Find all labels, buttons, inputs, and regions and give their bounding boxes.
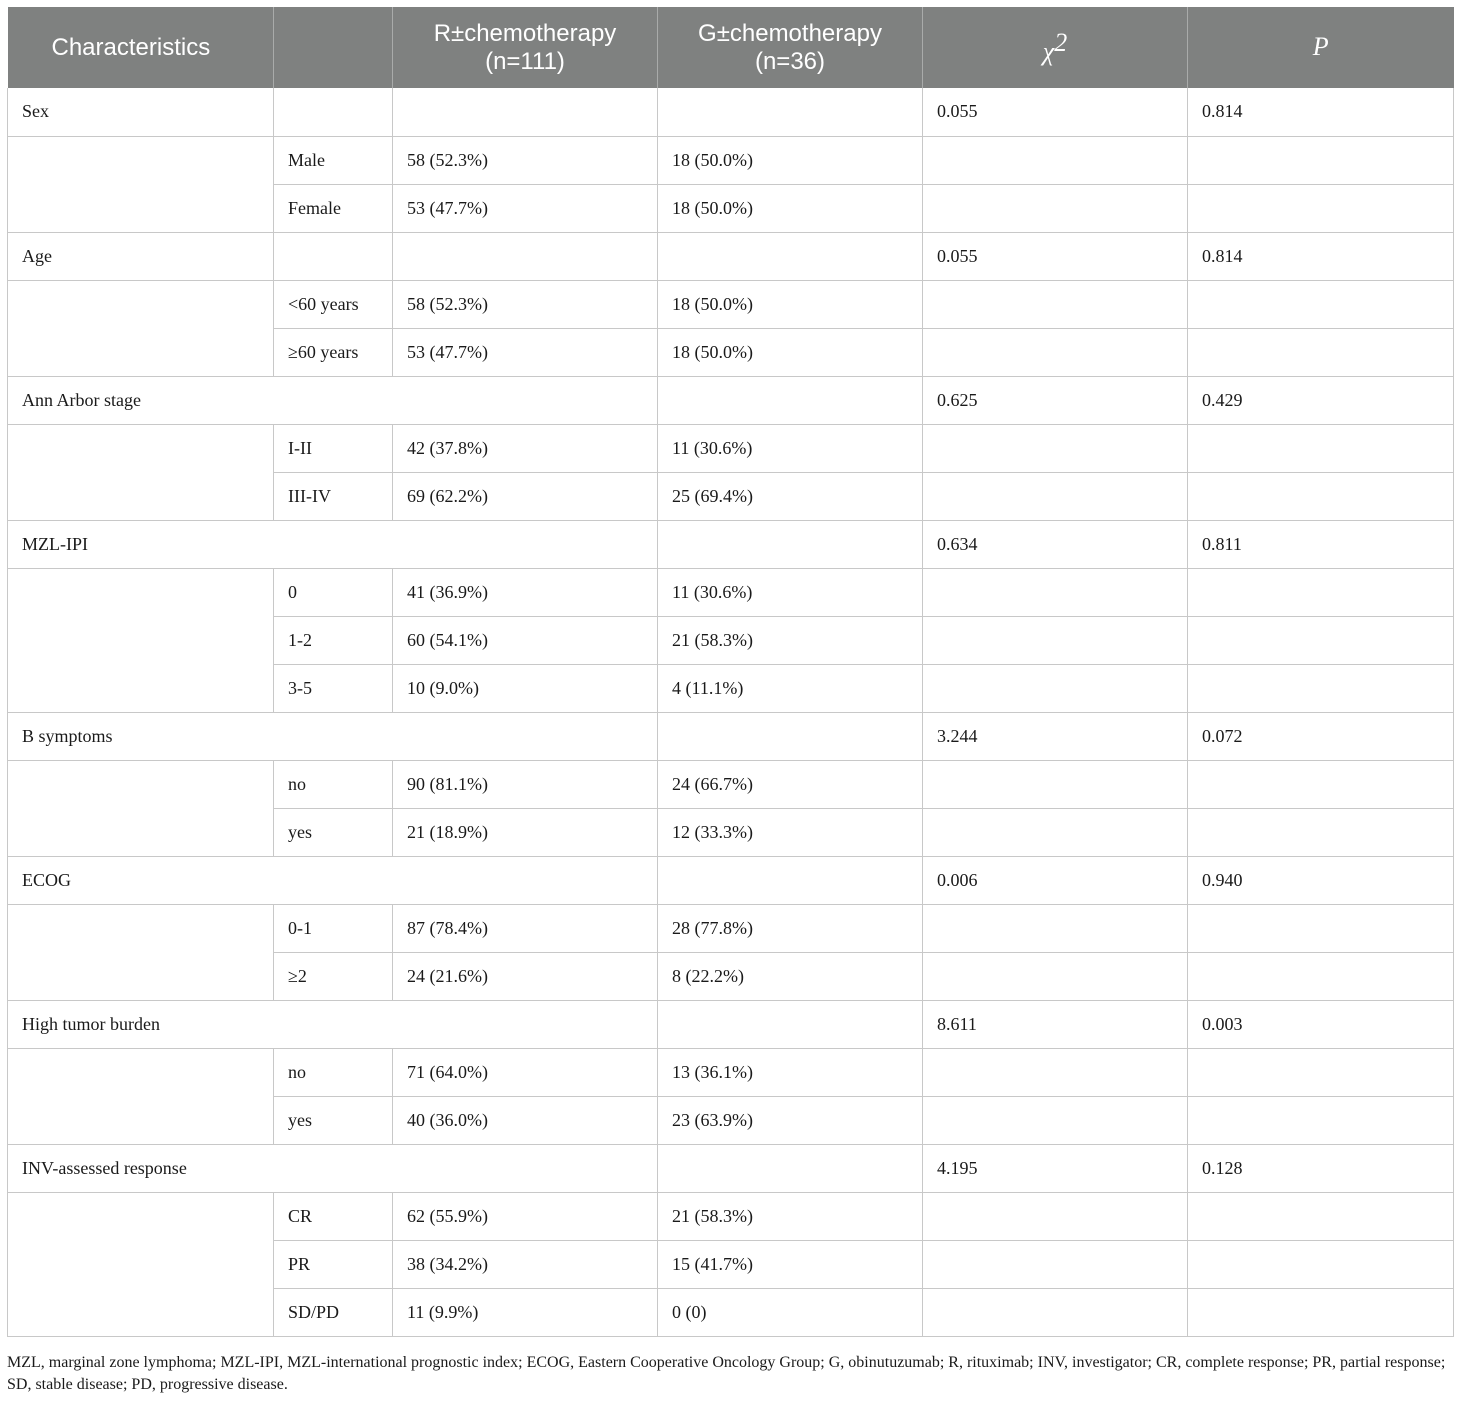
chi-square-value: 0.625 bbox=[923, 376, 1188, 424]
header-chi-symbol: χ bbox=[1042, 36, 1055, 66]
r-chemotherapy-value: 53 (47.7%) bbox=[393, 184, 658, 232]
g-chemotherapy-value: 28 (77.8%) bbox=[658, 904, 923, 952]
subgroup-label: III-IV bbox=[274, 472, 393, 520]
empty-cell bbox=[1188, 184, 1454, 232]
r-chemotherapy-value: 38 (34.2%) bbox=[393, 1240, 658, 1288]
empty-cell bbox=[923, 1240, 1188, 1288]
subgroup-label: I-II bbox=[274, 424, 393, 472]
empty-cell bbox=[658, 856, 923, 904]
table-footnote: MZL, marginal zone lymphoma; MZL-IPI, MZL-international prognostic index; ECOG, Eastern Cooperative Oncology Group; G, obinutuzumab; R, rituximab; INV, investigator; CR, complete response; PR, partial response; SD, stable disease; PD, progressive disease. bbox=[7, 1354, 1446, 1393]
empty-cell bbox=[1188, 1096, 1454, 1144]
subgroup-label: yes bbox=[274, 1096, 393, 1144]
empty-cell bbox=[1188, 328, 1454, 376]
p-value: 0.940 bbox=[1188, 856, 1454, 904]
subgroup-label: 0 bbox=[274, 568, 393, 616]
r-chemotherapy-value: 71 (64.0%) bbox=[393, 1048, 658, 1096]
chi-square-value: 0.006 bbox=[923, 856, 1188, 904]
group-label: Age bbox=[8, 232, 274, 280]
empty-cell bbox=[923, 808, 1188, 856]
group-spacer-cell bbox=[8, 760, 274, 856]
group-spacer-cell bbox=[8, 280, 274, 376]
table-row bbox=[8, 1192, 1454, 1240]
empty-cell bbox=[1188, 1192, 1454, 1240]
g-chemotherapy-value: 4 (11.1%) bbox=[658, 664, 923, 712]
group-label: Sex bbox=[8, 88, 274, 136]
group-header-row bbox=[8, 88, 1454, 136]
r-chemotherapy-value: 69 (62.2%) bbox=[393, 472, 658, 520]
header-subgroup bbox=[274, 7, 393, 88]
r-chemotherapy-value: 58 (52.3%) bbox=[393, 280, 658, 328]
table-row bbox=[8, 760, 1454, 808]
group-header-row bbox=[8, 856, 1454, 904]
empty-cell bbox=[1188, 952, 1454, 1000]
table-row bbox=[8, 280, 1454, 328]
subgroup-label: 3-5 bbox=[274, 664, 393, 712]
p-value: 0.072 bbox=[1188, 712, 1454, 760]
group-header-row bbox=[8, 520, 1454, 568]
group-header-row bbox=[8, 376, 1454, 424]
empty-cell bbox=[1188, 904, 1454, 952]
g-chemotherapy-value: 23 (63.9%) bbox=[658, 1096, 923, 1144]
group-header-row bbox=[8, 712, 1454, 760]
group-label: B symptoms bbox=[8, 712, 658, 760]
empty-cell bbox=[1188, 280, 1454, 328]
empty-cell bbox=[1188, 616, 1454, 664]
p-value: 0.811 bbox=[1188, 520, 1454, 568]
table-row bbox=[8, 568, 1454, 616]
p-value: 0.814 bbox=[1188, 88, 1454, 136]
g-chemotherapy-value: 21 (58.3%) bbox=[658, 616, 923, 664]
empty-cell bbox=[658, 1144, 923, 1192]
empty-cell bbox=[393, 232, 658, 280]
header-g-line2: (n=36) bbox=[754, 47, 826, 75]
chi-square-value: 0.634 bbox=[923, 520, 1188, 568]
group-label: INV-assessed response bbox=[8, 1144, 658, 1192]
subgroup-label: ≥60 years bbox=[274, 328, 393, 376]
empty-cell bbox=[658, 232, 923, 280]
empty-cell bbox=[923, 328, 1188, 376]
r-chemotherapy-value: 40 (36.0%) bbox=[393, 1096, 658, 1144]
chi-square-value: 0.055 bbox=[923, 88, 1188, 136]
g-chemotherapy-value: 24 (66.7%) bbox=[658, 760, 923, 808]
header-chi-square bbox=[923, 7, 1188, 88]
empty-cell bbox=[1188, 1048, 1454, 1096]
subgroup-label: no bbox=[274, 760, 393, 808]
group-header-row bbox=[8, 1144, 1454, 1192]
empty-cell bbox=[923, 904, 1188, 952]
p-value: 0.814 bbox=[1188, 232, 1454, 280]
empty-cell bbox=[923, 280, 1188, 328]
header-r-line1: R±chemotherapy bbox=[433, 19, 617, 47]
empty-cell bbox=[923, 1192, 1188, 1240]
chi-square-value: 0.055 bbox=[923, 232, 1188, 280]
group-header-row bbox=[8, 232, 1454, 280]
empty-cell bbox=[923, 616, 1188, 664]
g-chemotherapy-value: 21 (58.3%) bbox=[658, 1192, 923, 1240]
g-chemotherapy-value: 13 (36.1%) bbox=[658, 1048, 923, 1096]
group-spacer-cell bbox=[8, 904, 274, 1000]
p-value: 0.429 bbox=[1188, 376, 1454, 424]
chi-square-value: 4.195 bbox=[923, 1144, 1188, 1192]
g-chemotherapy-value: 18 (50.0%) bbox=[658, 184, 923, 232]
r-chemotherapy-value: 62 (55.9%) bbox=[393, 1192, 658, 1240]
empty-cell bbox=[1188, 808, 1454, 856]
group-label: ECOG bbox=[8, 856, 658, 904]
group-spacer-cell bbox=[8, 136, 274, 232]
r-chemotherapy-value: 90 (81.1%) bbox=[393, 760, 658, 808]
subgroup-label: <60 years bbox=[274, 280, 393, 328]
p-value: 0.003 bbox=[1188, 1000, 1454, 1048]
r-chemotherapy-value: 10 (9.0%) bbox=[393, 664, 658, 712]
empty-cell bbox=[1188, 1288, 1454, 1336]
r-chemotherapy-value: 60 (54.1%) bbox=[393, 616, 658, 664]
r-chemotherapy-value: 58 (52.3%) bbox=[393, 136, 658, 184]
g-chemotherapy-value: 18 (50.0%) bbox=[658, 328, 923, 376]
empty-cell bbox=[658, 712, 923, 760]
subgroup-label: ≥2 bbox=[274, 952, 393, 1000]
group-header-row bbox=[8, 1000, 1454, 1048]
group-spacer-cell bbox=[8, 1048, 274, 1144]
characteristics-table-container bbox=[7, 7, 1453, 1337]
g-chemotherapy-value: 18 (50.0%) bbox=[658, 280, 923, 328]
empty-cell bbox=[274, 232, 393, 280]
empty-cell bbox=[393, 88, 658, 136]
header-row bbox=[8, 7, 1454, 88]
table-body bbox=[8, 88, 1454, 1336]
r-chemotherapy-value: 87 (78.4%) bbox=[393, 904, 658, 952]
table-header bbox=[8, 7, 1454, 88]
r-chemotherapy-value: 21 (18.9%) bbox=[393, 808, 658, 856]
empty-cell bbox=[923, 664, 1188, 712]
empty-cell bbox=[658, 88, 923, 136]
header-r-line2: (n=111) bbox=[485, 47, 565, 75]
g-chemotherapy-value: 18 (50.0%) bbox=[658, 136, 923, 184]
g-chemotherapy-value: 0 (0) bbox=[658, 1288, 923, 1336]
chi-square-value: 8.611 bbox=[923, 1000, 1188, 1048]
header-characteristics: Characteristics bbox=[8, 7, 274, 88]
table-row bbox=[8, 424, 1454, 472]
g-chemotherapy-value: 25 (69.4%) bbox=[658, 472, 923, 520]
empty-cell bbox=[658, 376, 923, 424]
header-p-value bbox=[1188, 7, 1454, 88]
table-row bbox=[8, 904, 1454, 952]
group-label: High tumor burden bbox=[8, 1000, 658, 1048]
empty-cell bbox=[923, 568, 1188, 616]
table-row bbox=[8, 136, 1454, 184]
subgroup-label: PR bbox=[274, 1240, 393, 1288]
subgroup-label: Male bbox=[274, 136, 393, 184]
empty-cell bbox=[923, 1048, 1188, 1096]
empty-cell bbox=[923, 184, 1188, 232]
characteristics-table bbox=[7, 7, 1454, 1337]
g-chemotherapy-value: 11 (30.6%) bbox=[658, 568, 923, 616]
subgroup-label: yes bbox=[274, 808, 393, 856]
empty-cell bbox=[1188, 760, 1454, 808]
empty-cell bbox=[923, 424, 1188, 472]
header-g-chemotherapy bbox=[658, 7, 923, 88]
group-spacer-cell bbox=[8, 568, 274, 712]
group-spacer-cell bbox=[8, 424, 274, 520]
subgroup-label: 0-1 bbox=[274, 904, 393, 952]
subgroup-label: 1-2 bbox=[274, 616, 393, 664]
empty-cell bbox=[1188, 1240, 1454, 1288]
g-chemotherapy-value: 8 (22.2%) bbox=[658, 952, 923, 1000]
subgroup-label: Female bbox=[274, 184, 393, 232]
table-row bbox=[8, 1048, 1454, 1096]
r-chemotherapy-value: 53 (47.7%) bbox=[393, 328, 658, 376]
group-label: Ann Arbor stage bbox=[8, 376, 658, 424]
r-chemotherapy-value: 11 (9.9%) bbox=[393, 1288, 658, 1336]
group-label: MZL-IPI bbox=[8, 520, 658, 568]
empty-cell bbox=[923, 136, 1188, 184]
empty-cell bbox=[658, 520, 923, 568]
group-spacer-cell bbox=[8, 1192, 274, 1336]
header-r-chemotherapy bbox=[393, 7, 658, 88]
g-chemotherapy-value: 15 (41.7%) bbox=[658, 1240, 923, 1288]
empty-cell bbox=[923, 1288, 1188, 1336]
empty-cell bbox=[923, 952, 1188, 1000]
empty-cell bbox=[923, 760, 1188, 808]
header-g-line1: G±chemotherapy bbox=[698, 19, 882, 47]
empty-cell bbox=[923, 472, 1188, 520]
r-chemotherapy-value: 24 (21.6%) bbox=[393, 952, 658, 1000]
empty-cell bbox=[1188, 568, 1454, 616]
header-chi-superscript: 2 bbox=[1054, 27, 1068, 57]
g-chemotherapy-value: 12 (33.3%) bbox=[658, 808, 923, 856]
chi-square-value: 3.244 bbox=[923, 712, 1188, 760]
empty-cell bbox=[274, 88, 393, 136]
empty-cell bbox=[658, 1000, 923, 1048]
g-chemotherapy-value: 11 (30.6%) bbox=[658, 424, 923, 472]
empty-cell bbox=[1188, 472, 1454, 520]
r-chemotherapy-value: 42 (37.8%) bbox=[393, 424, 658, 472]
empty-cell bbox=[1188, 136, 1454, 184]
empty-cell bbox=[1188, 424, 1454, 472]
subgroup-label: CR bbox=[274, 1192, 393, 1240]
empty-cell bbox=[1188, 664, 1454, 712]
header-p-symbol: P bbox=[1312, 32, 1329, 61]
r-chemotherapy-value: 41 (36.9%) bbox=[393, 568, 658, 616]
subgroup-label: no bbox=[274, 1048, 393, 1096]
subgroup-label: SD/PD bbox=[274, 1288, 393, 1336]
p-value: 0.128 bbox=[1188, 1144, 1454, 1192]
empty-cell bbox=[923, 1096, 1188, 1144]
